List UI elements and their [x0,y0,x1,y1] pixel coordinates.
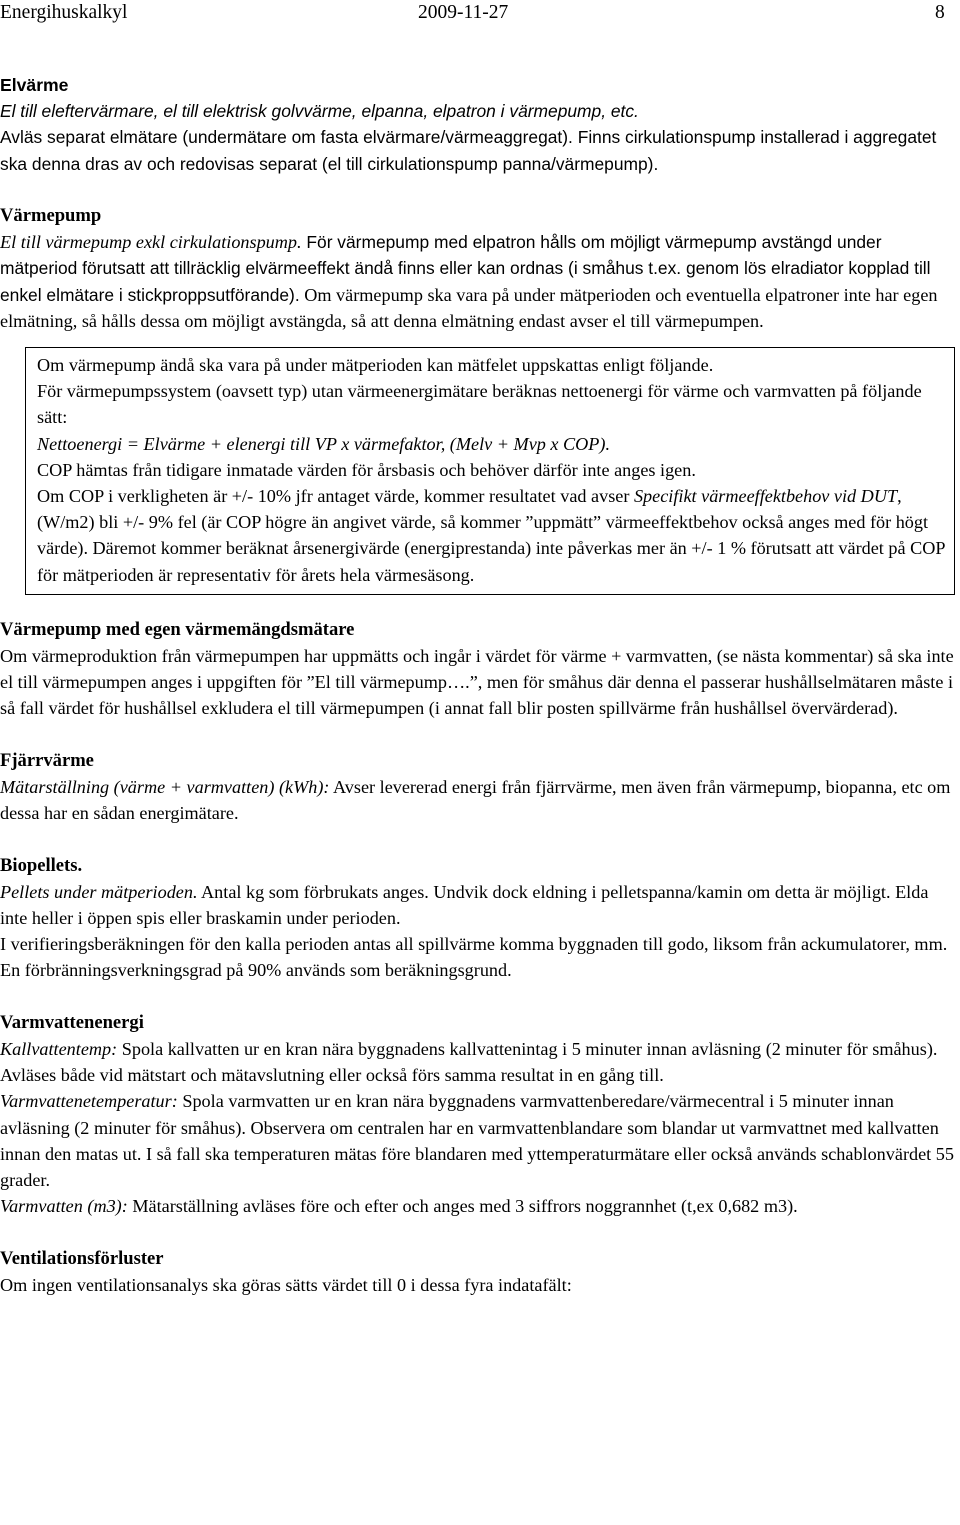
elvarme-body: Avläs separat elmätare (undermätare om fasta elvärmare/värmeaggregat). Finns cirkulationspump installerad i aggregatet ska denna dras av och redovisas separat (el till cirkulationspump panna/värmepump). [0,127,937,174]
section-fjarrvarme [0,748,956,827]
page-header [0,0,960,26]
section-biopellets [0,853,956,984]
heading-ventilation: Ventilationsförluster [0,1247,164,1269]
header-title: Energihuskalkyl [0,2,128,23]
box-line-1: Om värmepump ändå ska vara på under mätperioden kan mätfelet uppskattas enligt följande. [37,355,714,376]
varmepump-text: För värmepump med elpatron hålls om möjligt värmepump avstängd under mätperiod förutsatt att tillräcklig elvärmeeffekt ändå finns eller kan ordnas (i småhus t.ex. genom lös elradiator kopplad till enkel elmätare i stickproppsutförande). [0,232,931,305]
document-body [0,72,956,1298]
section-varmepump [0,203,956,334]
box-line-4-italic: Specifikt värmeeffektbehov vid DUT [633,486,898,507]
heading-fjarrvarme: Fjärrvärme [0,749,94,771]
box-line-2: För värmepumpssystem (oavsett typ) utan värmeenergimätare beräknas nettoenergi för värme och varmvatten på följande sätt: [37,381,922,428]
varmepump-body [0,229,956,334]
heading-varmepump: Värmepump [0,205,102,226]
varmvatten-m3-paragraph: Varmvatten (m3): Mätarställning avläses före och efter och anges med 3 siffrors noggrannhet (t,ex 0,682 m3). [0,1196,798,1217]
varmepump-text-2: Om värmepump ska vara på under mätperioden och eventuella elpatroner inte har egen elmätning, så hålls dessa om möjligt avstängda, så att denna elmätning endast avser el till värmepumpen. [0,284,938,331]
biopellets-body: Pellets under mätperioden. Antal kg som förbrukats anges. Undvik dock eldning i pelletspanna/kamin om detta är möjligt. Elda inte heller i öppen spis eller braskamin under perioden. [0,881,929,929]
box-line-3: COP hämtas från tidigare inmatade värden för årsbasis och behöver därför inte anges igen. [37,459,696,480]
box-formula: Nettoenergi = Elvärme + elenergi till VP x värmefaktor, (Melv + Mvp x COP). [37,433,611,454]
header-date: 2009-11-27 [418,2,509,23]
heading-elvarme: Elvärme [0,75,69,95]
heading-biopellets: Biopellets. [0,854,83,876]
heading-varmvatten: Varmvattenenergi [0,1011,144,1033]
box-line-4: Om COP i verkligheten är +/- 10% jfr antaget värde, kommer resultatet vad avser Specifikt värmeeffektbehov vid DUT, (W/m2) bli +/- 9% fel (är COP högre än angivet värde, så kommer ”uppmätt” värmeeffektbehov också anges med för högt värde). Däremot kommer beräknat årsenergivärde (energiprestanda) inte påverkas mer än +/- 1 % förutsatt att värdet på COP för mätperioden är representativ för årets hela värmesäsong. [37,486,945,585]
heading-varmepump-egen: Värmepump med egen värmemängdsmätare [0,618,355,640]
section-elvarme [0,72,956,177]
kallvattentemp-paragraph: Kallvattentemp: Spola kallvatten ur en kran nära byggnadens kallvattenintag i 5 minuter innan avläsning (2 minuter för småhus). Avläses både vid mätstart och mätavslutning eller också förs samma resultat in en gång till. [0,1039,938,1086]
cop-error-box [25,347,955,595]
section-varmepump-egen [0,617,956,722]
section-ventilation [0,1246,956,1298]
varmepump-egen-body: Om värmeproduktion från värmepumpen har uppmätts och ingår i värdet för värme + varmvatten, (se nästa kommentar) så ska inte el till värmepumpen anges i uppgiften för ”El till värmepump….”, men för småhus där denna el passerar hushållselmätaren måste i så fall värdet för hushållsel exkludera el till värmepumpen (i annat fall blir posten spillvärme från hushållsel övervärderad). [0,646,954,719]
varmvattentemp-paragraph: Varmvattenetemperatur: Spola varmvatten ur en kran nära byggnadens varmvattenberedare/värmecentral i 5 minuter innan avläsning (2 minuter för småhus). Observera om centralen har en varmvattenblandare som blandar ut varmvattnet med kallvatten innan den matas ut. I så fall ska temperaturen mätas före blandaren med yttemperaturmätare eller också används schablonvärdet 55 grader. [0,1091,954,1191]
fjarrvarme-body: Mätarställning (värme + varmvatten) (kWh): Avser levererad energi från fjärrvärme, men även från värmepump, biopanna, etc om dessa har en sådan energimätare. [0,777,951,824]
page-number: 8 [935,2,945,23]
section-varmvatten [0,1010,956,1220]
biopellets-body-2: I verifieringsberäkningen för den kalla perioden antas all spillvärme komma byggnaden till godo, liksom från ackumulatorer, mm. En förbränningsverkningsgrad på 90% används som beräkningsgrund. [0,934,948,981]
elvarme-italic: El till eleftervärmare, el till elektrisk golvvärme, elpanna, elpatron i värmepump, etc. [0,101,639,122]
ventilation-body: Om ingen ventilationsanalys ska göras sätts värdet till 0 i dessa fyra indatafält: [0,1274,572,1295]
varmepump-italic: El till värmepump exkl cirkulationspump. [0,232,302,253]
